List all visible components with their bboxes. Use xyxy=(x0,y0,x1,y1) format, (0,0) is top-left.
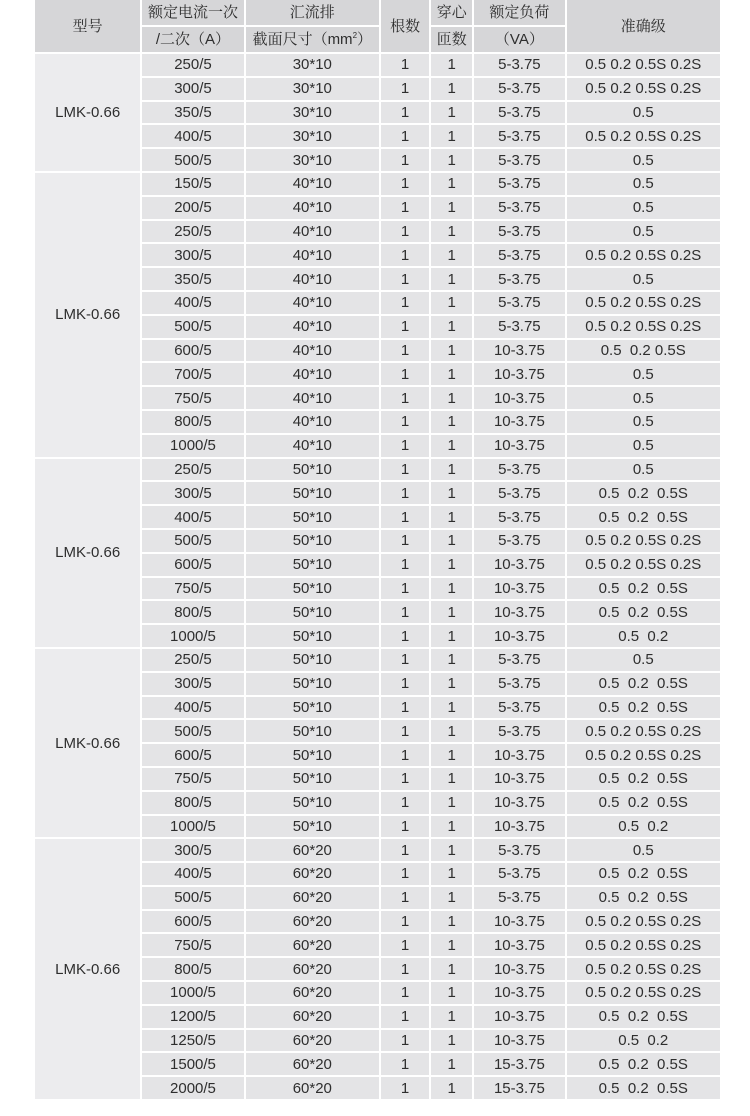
accuracy-cell: 0.5 xyxy=(567,839,720,861)
accuracy-cell: 0.5 0.2 0.5S xyxy=(567,1006,720,1028)
burden-cell: 5-3.75 xyxy=(474,887,564,909)
unit-superscript: 2 xyxy=(352,31,358,40)
turns-cell: 1 xyxy=(431,673,472,695)
current-ratio-cell: 1000/5 xyxy=(142,816,243,838)
count-cell: 1 xyxy=(381,78,429,100)
turns-cell: 1 xyxy=(431,435,472,457)
turns-cell: 1 xyxy=(431,601,472,623)
header-busbar: 汇流排 xyxy=(246,0,379,25)
count-cell: 1 xyxy=(381,911,429,933)
burden-cell: 5-3.75 xyxy=(474,268,564,290)
turns-cell: 1 xyxy=(431,792,472,814)
accuracy-cell: 0.5 0.2 xyxy=(567,816,720,838)
turns-cell: 1 xyxy=(431,78,472,100)
table-row xyxy=(35,459,720,481)
burden-cell: 5-3.75 xyxy=(474,839,564,861)
turns-cell: 1 xyxy=(431,625,472,647)
current-ratio-cell: 1000/5 xyxy=(142,435,243,457)
accuracy-cell: 0.5 0.2 0.5S 0.2S xyxy=(567,958,720,980)
count-cell: 1 xyxy=(381,697,429,719)
accuracy-cell: 0.5 0.2 0.5S 0.2S xyxy=(567,720,720,742)
current-ratio-cell: 1250/5 xyxy=(142,1030,243,1052)
current-ratio-cell: 500/5 xyxy=(142,720,243,742)
burden-cell: 10-3.75 xyxy=(474,601,564,623)
burden-cell: 5-3.75 xyxy=(474,244,564,266)
count-cell: 1 xyxy=(381,173,429,195)
current-ratio-cell: 500/5 xyxy=(142,887,243,909)
busbar-size-cell: 50*10 xyxy=(246,482,379,504)
count-cell: 1 xyxy=(381,744,429,766)
busbar-size-cell: 60*20 xyxy=(246,887,379,909)
table-body xyxy=(35,54,720,1099)
accuracy-cell: 0.5 0.2 0.5S xyxy=(567,792,720,814)
accuracy-cell: 0.5 0.2 0.5S 0.2S xyxy=(567,316,720,338)
busbar-size-cell: 50*10 xyxy=(246,578,379,600)
accuracy-cell: 0.5 xyxy=(567,221,720,243)
turns-cell: 1 xyxy=(431,554,472,576)
count-cell: 1 xyxy=(381,435,429,457)
accuracy-cell: 0.5 0.2 0.5S 0.2S xyxy=(567,54,720,76)
current-ratio-cell: 400/5 xyxy=(142,292,243,314)
burden-cell: 10-3.75 xyxy=(474,958,564,980)
busbar-size-cell: 60*20 xyxy=(246,911,379,933)
busbar-size-cell: 50*10 xyxy=(246,673,379,695)
accuracy-cell: 0.5 0.2 0.5S 0.2S xyxy=(567,934,720,956)
current-ratio-cell: 800/5 xyxy=(142,792,243,814)
count-cell: 1 xyxy=(381,839,429,861)
busbar-size-cell: 50*10 xyxy=(246,697,379,719)
count-cell: 1 xyxy=(381,1006,429,1028)
burden-cell: 10-3.75 xyxy=(474,363,564,385)
current-ratio-cell: 400/5 xyxy=(142,697,243,719)
current-ratio-cell: 250/5 xyxy=(142,221,243,243)
turns-cell: 1 xyxy=(431,316,472,338)
count-cell: 1 xyxy=(381,792,429,814)
burden-cell: 5-3.75 xyxy=(474,863,564,885)
turns-cell: 1 xyxy=(431,839,472,861)
burden-cell: 15-3.75 xyxy=(474,1077,564,1099)
busbar-size-cell: 50*10 xyxy=(246,601,379,623)
current-ratio-cell: 1200/5 xyxy=(142,1006,243,1028)
current-ratio-cell: 250/5 xyxy=(142,459,243,481)
turns-cell: 1 xyxy=(431,459,472,481)
busbar-size-cell: 30*10 xyxy=(246,149,379,171)
current-ratio-cell: 1500/5 xyxy=(142,1053,243,1075)
accuracy-cell: 0.5 0.2 0.5S xyxy=(567,673,720,695)
burden-cell: 5-3.75 xyxy=(474,173,564,195)
count-cell: 1 xyxy=(381,1077,429,1099)
turns-cell: 1 xyxy=(431,911,472,933)
busbar-size-cell: 60*20 xyxy=(246,839,379,861)
accuracy-cell: 0.5 0.2 0.5S 0.2S xyxy=(567,244,720,266)
count-cell: 1 xyxy=(381,863,429,885)
count-cell: 1 xyxy=(381,411,429,433)
burden-cell: 10-3.75 xyxy=(474,387,564,409)
burden-cell: 10-3.75 xyxy=(474,554,564,576)
accuracy-cell: 0.5 0.2 0.5S 0.2S xyxy=(567,554,720,576)
count-cell: 1 xyxy=(381,816,429,838)
burden-cell: 5-3.75 xyxy=(474,459,564,481)
busbar-size-cell: 50*10 xyxy=(246,554,379,576)
model-cell: LMK-0.66 xyxy=(35,459,140,647)
turns-cell: 1 xyxy=(431,149,472,171)
count-cell: 1 xyxy=(381,459,429,481)
count-cell: 1 xyxy=(381,54,429,76)
current-ratio-cell: 1000/5 xyxy=(142,625,243,647)
burden-cell: 10-3.75 xyxy=(474,625,564,647)
accuracy-cell: 0.5 0.2 0.5S xyxy=(567,863,720,885)
turns-cell: 1 xyxy=(431,1006,472,1028)
busbar-size-cell: 50*10 xyxy=(246,744,379,766)
count-cell: 1 xyxy=(381,625,429,647)
current-ratio-cell: 300/5 xyxy=(142,78,243,100)
accuracy-cell: 0.5 xyxy=(567,149,720,171)
turns-cell: 1 xyxy=(431,54,472,76)
accuracy-cell: 0.5 xyxy=(567,102,720,124)
header-burden-1: 额定负荷 xyxy=(474,0,564,25)
turns-cell: 1 xyxy=(431,887,472,909)
table-row xyxy=(35,649,720,671)
burden-cell: 10-3.75 xyxy=(474,1006,564,1028)
current-ratio-cell: 200/5 xyxy=(142,197,243,219)
current-ratio-cell: 400/5 xyxy=(142,863,243,885)
burden-cell: 10-3.75 xyxy=(474,768,564,790)
table-row xyxy=(35,839,720,861)
current-ratio-cell: 300/5 xyxy=(142,482,243,504)
accuracy-cell: 0.5 xyxy=(567,411,720,433)
accuracy-cell: 0.5 0.2 xyxy=(567,1030,720,1052)
busbar-size-cell: 40*10 xyxy=(246,268,379,290)
burden-cell: 5-3.75 xyxy=(474,125,564,147)
count-cell: 1 xyxy=(381,578,429,600)
count-cell: 1 xyxy=(381,292,429,314)
current-ratio-cell: 600/5 xyxy=(142,554,243,576)
turns-cell: 1 xyxy=(431,697,472,719)
turns-cell: 1 xyxy=(431,863,472,885)
burden-cell: 5-3.75 xyxy=(474,197,564,219)
burden-cell: 15-3.75 xyxy=(474,1053,564,1075)
table-row xyxy=(35,173,720,195)
busbar-size-cell: 50*10 xyxy=(246,792,379,814)
current-ratio-cell: 300/5 xyxy=(142,673,243,695)
current-ratio-cell: 350/5 xyxy=(142,268,243,290)
burden-cell: 10-3.75 xyxy=(474,744,564,766)
turns-cell: 1 xyxy=(431,173,472,195)
header-turns-2: 匝数 xyxy=(431,27,472,52)
busbar-size-cell: 40*10 xyxy=(246,221,379,243)
turns-cell: 1 xyxy=(431,720,472,742)
busbar-size-cell: 40*10 xyxy=(246,411,379,433)
count-cell: 1 xyxy=(381,720,429,742)
current-ratio-cell: 750/5 xyxy=(142,387,243,409)
current-ratio-cell: 2000/5 xyxy=(142,1077,243,1099)
current-ratio-cell: 500/5 xyxy=(142,530,243,552)
count-cell: 1 xyxy=(381,1053,429,1075)
count-cell: 1 xyxy=(381,244,429,266)
count-cell: 1 xyxy=(381,934,429,956)
accuracy-cell: 0.5 0.2 0.5S xyxy=(567,887,720,909)
turns-cell: 1 xyxy=(431,197,472,219)
busbar-size-close: ） xyxy=(357,31,373,48)
busbar-size-label: 截面尺寸（mm xyxy=(252,31,353,48)
busbar-size-cell: 40*10 xyxy=(246,292,379,314)
burden-cell: 5-3.75 xyxy=(474,482,564,504)
busbar-size-cell: 30*10 xyxy=(246,78,379,100)
burden-cell: 10-3.75 xyxy=(474,1030,564,1052)
current-ratio-cell: 800/5 xyxy=(142,411,243,433)
busbar-size-cell: 30*10 xyxy=(246,102,379,124)
busbar-size-cell: 40*10 xyxy=(246,387,379,409)
accuracy-cell: 0.5 xyxy=(567,649,720,671)
burden-cell: 5-3.75 xyxy=(474,720,564,742)
turns-cell: 1 xyxy=(431,387,472,409)
model-cell: LMK-0.66 xyxy=(35,173,140,457)
current-ratio-cell: 300/5 xyxy=(142,244,243,266)
turns-cell: 1 xyxy=(431,1053,472,1075)
burden-cell: 10-3.75 xyxy=(474,435,564,457)
busbar-size-cell: 50*10 xyxy=(246,625,379,647)
current-ratio-cell: 250/5 xyxy=(142,54,243,76)
burden-cell: 5-3.75 xyxy=(474,54,564,76)
turns-cell: 1 xyxy=(431,411,472,433)
count-cell: 1 xyxy=(381,482,429,504)
current-ratio-cell: 150/5 xyxy=(142,173,243,195)
busbar-size-cell: 50*10 xyxy=(246,506,379,528)
turns-cell: 1 xyxy=(431,982,472,1004)
count-cell: 1 xyxy=(381,958,429,980)
busbar-size-cell: 40*10 xyxy=(246,435,379,457)
header-model: 型号 xyxy=(35,0,140,52)
accuracy-cell: 0.5 xyxy=(567,387,720,409)
turns-cell: 1 xyxy=(431,958,472,980)
turns-cell: 1 xyxy=(431,530,472,552)
turns-cell: 1 xyxy=(431,292,472,314)
burden-cell: 10-3.75 xyxy=(474,816,564,838)
burden-cell: 10-3.75 xyxy=(474,578,564,600)
accuracy-cell: 0.5 0.2 0.5S 0.2S xyxy=(567,125,720,147)
current-ratio-cell: 500/5 xyxy=(142,149,243,171)
accuracy-cell: 0.5 0.2 0.5S xyxy=(567,1053,720,1075)
turns-cell: 1 xyxy=(431,102,472,124)
count-cell: 1 xyxy=(381,316,429,338)
current-ratio-cell: 700/5 xyxy=(142,363,243,385)
header-accuracy: 准确级 xyxy=(567,0,720,52)
busbar-size-cell: 50*10 xyxy=(246,720,379,742)
accuracy-cell: 0.5 0.2 0.5S xyxy=(567,1077,720,1099)
burden-cell: 10-3.75 xyxy=(474,340,564,362)
accuracy-cell: 0.5 xyxy=(567,268,720,290)
turns-cell: 1 xyxy=(431,768,472,790)
model-cell: LMK-0.66 xyxy=(35,649,140,837)
burden-cell: 5-3.75 xyxy=(474,649,564,671)
turns-cell: 1 xyxy=(431,340,472,362)
count-cell: 1 xyxy=(381,363,429,385)
count-cell: 1 xyxy=(381,530,429,552)
accuracy-cell: 0.5 xyxy=(567,435,720,457)
count-cell: 1 xyxy=(381,768,429,790)
current-ratio-cell: 400/5 xyxy=(142,506,243,528)
turns-cell: 1 xyxy=(431,268,472,290)
turns-cell: 1 xyxy=(431,244,472,266)
burden-cell: 5-3.75 xyxy=(474,221,564,243)
busbar-size-cell: 60*20 xyxy=(246,863,379,885)
busbar-size-cell: 60*20 xyxy=(246,934,379,956)
header-current-2: /二次（A） xyxy=(142,27,243,52)
burden-cell: 5-3.75 xyxy=(474,78,564,100)
current-ratio-cell: 750/5 xyxy=(142,768,243,790)
turns-cell: 1 xyxy=(431,506,472,528)
turns-cell: 1 xyxy=(431,363,472,385)
busbar-size-cell: 40*10 xyxy=(246,363,379,385)
current-ratio-cell: 250/5 xyxy=(142,649,243,671)
count-cell: 1 xyxy=(381,1030,429,1052)
busbar-size-cell: 60*20 xyxy=(246,958,379,980)
count-cell: 1 xyxy=(381,506,429,528)
accuracy-cell: 0.5 0.2 0.5S 0.2S xyxy=(567,744,720,766)
count-cell: 1 xyxy=(381,982,429,1004)
current-ratio-cell: 800/5 xyxy=(142,601,243,623)
busbar-size-cell: 40*10 xyxy=(246,173,379,195)
busbar-size-cell: 50*10 xyxy=(246,816,379,838)
accuracy-cell: 0.5 xyxy=(567,459,720,481)
busbar-size-cell: 40*10 xyxy=(246,197,379,219)
header-busbar-size xyxy=(246,27,379,52)
count-cell: 1 xyxy=(381,125,429,147)
accuracy-cell: 0.5 0.2 0.5S 0.2S xyxy=(567,982,720,1004)
busbar-size-cell: 30*10 xyxy=(246,54,379,76)
count-cell: 1 xyxy=(381,340,429,362)
header-turns-1: 穿心 xyxy=(431,0,472,25)
busbar-size-cell: 60*20 xyxy=(246,1006,379,1028)
current-ratio-cell: 750/5 xyxy=(142,934,243,956)
current-ratio-cell: 400/5 xyxy=(142,125,243,147)
count-cell: 1 xyxy=(381,197,429,219)
count-cell: 1 xyxy=(381,601,429,623)
accuracy-cell: 0.5 0.2 0.5S xyxy=(567,482,720,504)
busbar-size-cell: 60*20 xyxy=(246,1077,379,1099)
accuracy-cell: 0.5 0.2 xyxy=(567,625,720,647)
current-ratio-cell: 600/5 xyxy=(142,340,243,362)
burden-cell: 5-3.75 xyxy=(474,506,564,528)
count-cell: 1 xyxy=(381,387,429,409)
accuracy-cell: 0.5 xyxy=(567,363,720,385)
header-current-1: 额定电流一次 xyxy=(142,0,243,25)
burden-cell: 5-3.75 xyxy=(474,673,564,695)
turns-cell: 1 xyxy=(431,1030,472,1052)
current-ratio-cell: 600/5 xyxy=(142,911,243,933)
burden-cell: 5-3.75 xyxy=(474,292,564,314)
count-cell: 1 xyxy=(381,649,429,671)
turns-cell: 1 xyxy=(431,744,472,766)
count-cell: 1 xyxy=(381,554,429,576)
busbar-size-cell: 40*10 xyxy=(246,340,379,362)
burden-cell: 10-3.75 xyxy=(474,792,564,814)
burden-cell: 10-3.75 xyxy=(474,934,564,956)
burden-cell: 10-3.75 xyxy=(474,411,564,433)
busbar-size-cell: 50*10 xyxy=(246,459,379,481)
busbar-size-cell: 30*10 xyxy=(246,125,379,147)
current-ratio-cell: 800/5 xyxy=(142,958,243,980)
accuracy-cell: 0.5 0.2 0.5S xyxy=(567,697,720,719)
turns-cell: 1 xyxy=(431,934,472,956)
turns-cell: 1 xyxy=(431,1077,472,1099)
count-cell: 1 xyxy=(381,268,429,290)
busbar-size-cell: 60*20 xyxy=(246,1053,379,1075)
accuracy-cell: 0.5 0.2 0.5S 0.2S xyxy=(567,292,720,314)
header-count: 根数 xyxy=(381,0,429,52)
current-ratio-cell: 500/5 xyxy=(142,316,243,338)
busbar-size-cell: 50*10 xyxy=(246,768,379,790)
accuracy-cell: 0.5 0.2 0.5S xyxy=(567,601,720,623)
header-burden-2: （VA） xyxy=(474,27,564,52)
current-ratio-cell: 1000/5 xyxy=(142,982,243,1004)
busbar-size-cell: 40*10 xyxy=(246,316,379,338)
accuracy-cell: 0.5 xyxy=(567,173,720,195)
burden-cell: 5-3.75 xyxy=(474,697,564,719)
turns-cell: 1 xyxy=(431,649,472,671)
count-cell: 1 xyxy=(381,887,429,909)
turns-cell: 1 xyxy=(431,125,472,147)
count-cell: 1 xyxy=(381,221,429,243)
turns-cell: 1 xyxy=(431,482,472,504)
burden-cell: 5-3.75 xyxy=(474,102,564,124)
burden-cell: 10-3.75 xyxy=(474,911,564,933)
current-ratio-cell: 300/5 xyxy=(142,839,243,861)
burden-cell: 5-3.75 xyxy=(474,149,564,171)
burden-cell: 5-3.75 xyxy=(474,530,564,552)
burden-cell: 5-3.75 xyxy=(474,316,564,338)
model-cell: LMK-0.66 xyxy=(35,839,140,1099)
turns-cell: 1 xyxy=(431,221,472,243)
accuracy-cell: 0.5 0.2 0.5S xyxy=(567,340,720,362)
accuracy-cell: 0.5 0.2 0.5S xyxy=(567,768,720,790)
busbar-size-cell: 60*20 xyxy=(246,1030,379,1052)
table-row xyxy=(35,54,720,76)
accuracy-cell: 0.5 xyxy=(567,197,720,219)
turns-cell: 1 xyxy=(431,578,472,600)
busbar-size-cell: 50*10 xyxy=(246,649,379,671)
accuracy-cell: 0.5 0.2 0.5S 0.2S xyxy=(567,78,720,100)
count-cell: 1 xyxy=(381,102,429,124)
busbar-size-cell: 60*20 xyxy=(246,982,379,1004)
busbar-size-cell: 40*10 xyxy=(246,244,379,266)
burden-cell: 10-3.75 xyxy=(474,982,564,1004)
current-ratio-cell: 350/5 xyxy=(142,102,243,124)
accuracy-cell: 0.5 0.2 0.5S xyxy=(567,506,720,528)
accuracy-cell: 0.5 0.2 0.5S 0.2S xyxy=(567,530,720,552)
count-cell: 1 xyxy=(381,673,429,695)
count-cell: 1 xyxy=(381,149,429,171)
busbar-size-cell: 50*10 xyxy=(246,530,379,552)
current-ratio-cell: 750/5 xyxy=(142,578,243,600)
accuracy-cell: 0.5 0.2 0.5S 0.2S xyxy=(567,911,720,933)
turns-cell: 1 xyxy=(431,816,472,838)
accuracy-cell: 0.5 0.2 0.5S xyxy=(567,578,720,600)
spec-table xyxy=(33,0,722,1101)
current-ratio-cell: 600/5 xyxy=(142,744,243,766)
model-cell: LMK-0.66 xyxy=(35,54,140,171)
